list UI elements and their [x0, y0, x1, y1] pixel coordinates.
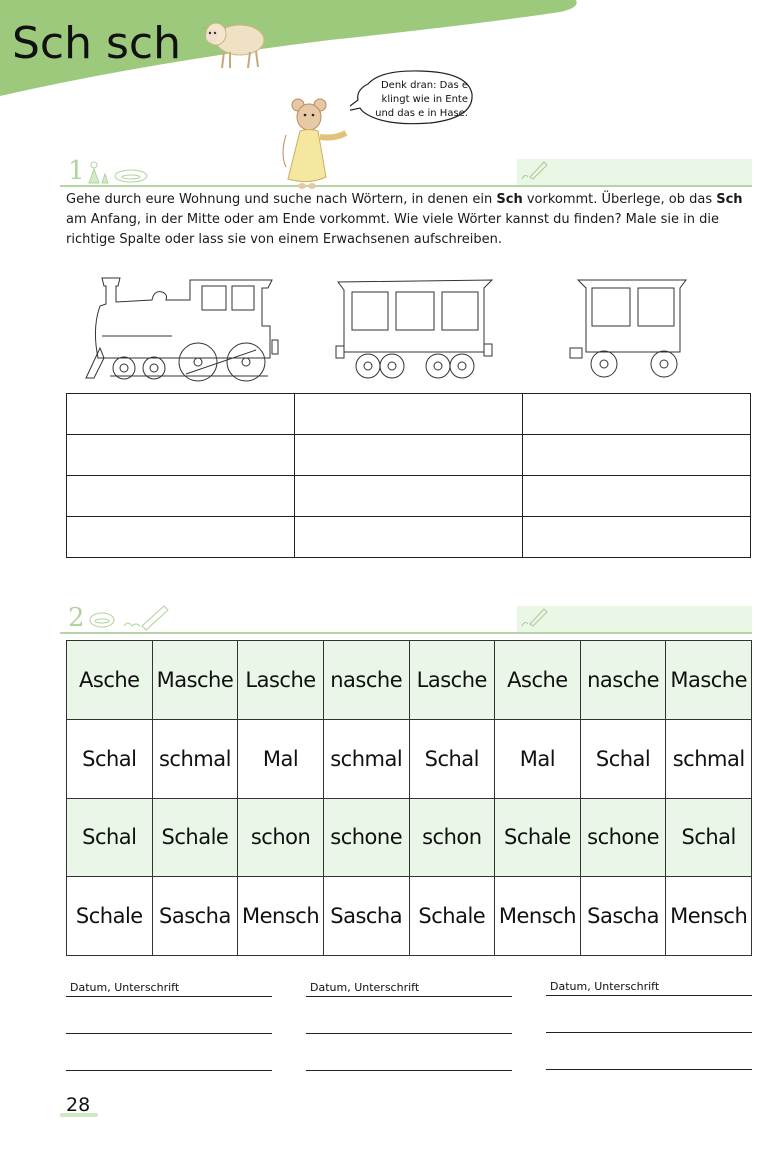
- word-cell: Schale: [67, 877, 153, 956]
- instruction-bold-sch: Sch: [496, 192, 523, 207]
- word-cell: Schal: [67, 719, 153, 798]
- table-row: [67, 517, 751, 558]
- header-tint: [517, 606, 752, 632]
- word-cell: Schal: [666, 798, 752, 877]
- pencil-icon: [520, 159, 550, 181]
- train-illustration: [80, 270, 700, 386]
- word-cell: schmal: [152, 719, 238, 798]
- page-number: 28: [66, 1094, 91, 1116]
- word-cell: Schale: [409, 877, 495, 956]
- signature-label: Datum, Unterschrift: [306, 981, 512, 997]
- answer-cell[interactable]: [295, 394, 523, 435]
- signature-line[interactable]: [306, 997, 512, 1034]
- answer-cell[interactable]: [523, 476, 751, 517]
- word-cell: schone: [580, 798, 666, 877]
- table-row: [67, 394, 751, 435]
- table-row: [67, 719, 752, 798]
- answer-cell[interactable]: [67, 435, 295, 476]
- instruction-text: Gehe durch eure Wohnung und suche nach Wörtern, in denen ein: [66, 192, 497, 207]
- word-cell: schmal: [666, 719, 752, 798]
- answer-cell[interactable]: [67, 476, 295, 517]
- signature-line[interactable]: [546, 996, 752, 1033]
- reading-words-table: [66, 640, 752, 956]
- listen-speak-icon: [86, 161, 166, 185]
- instruction-text: am Anfang, in der Mitte oder am Ende vorkommt. Wie viele Wörter kannst du finden? Male sie in die richtige Spalte oder lass sie von einem Erwachsenen aufschreiben.: [66, 212, 719, 247]
- word-cell: schon: [238, 798, 324, 877]
- table-row: [67, 476, 751, 517]
- speech-line: klingt wie in Ente: [381, 94, 468, 105]
- table-row: [67, 435, 751, 476]
- word-cell: Sascha: [152, 877, 238, 956]
- header-rule: [60, 185, 752, 187]
- pencil-icon: [520, 606, 550, 628]
- header-tint: [517, 159, 752, 185]
- speech-line: und das e in Hase.: [375, 108, 468, 119]
- passenger-car-drawing: [336, 280, 492, 378]
- answer-cell[interactable]: [295, 476, 523, 517]
- signature-line[interactable]: [66, 1034, 272, 1071]
- word-cell: Mal: [238, 719, 324, 798]
- word-cell: schone: [323, 798, 409, 877]
- exercise-1-instructions: [66, 190, 756, 250]
- word-cell: Schale: [495, 798, 581, 877]
- signature-label: Datum, Unterschrift: [66, 981, 272, 997]
- answer-cell[interactable]: [523, 394, 751, 435]
- word-cell: Schal: [409, 719, 495, 798]
- word-cell: Schale: [152, 798, 238, 877]
- exercise-2-header: [60, 602, 752, 634]
- answer-cell[interactable]: [523, 517, 751, 558]
- signature-line[interactable]: [546, 1033, 752, 1070]
- signature-block: [66, 981, 272, 1071]
- signature-block: [546, 980, 752, 1070]
- answer-cell[interactable]: [67, 517, 295, 558]
- table-row: [67, 641, 752, 720]
- table-row: [67, 877, 752, 956]
- word-cell: schmal: [323, 719, 409, 798]
- sheep-illustration: [200, 14, 268, 70]
- exercise-1-header: [60, 155, 752, 187]
- word-cell: Schal: [580, 719, 666, 798]
- exercise-number: 2: [68, 603, 85, 633]
- word-cell: Masche: [666, 641, 752, 720]
- word-cell: Sascha: [323, 877, 409, 956]
- speak-write-icon: [84, 604, 194, 632]
- locomotive-drawing: [86, 278, 278, 381]
- header-rule: [60, 632, 752, 634]
- word-cell: Mensch: [666, 877, 752, 956]
- word-cell: Masche: [152, 641, 238, 720]
- exercise-number: 1: [68, 156, 85, 186]
- word-cell: Mensch: [495, 877, 581, 956]
- signature-label: Datum, Unterschrift: [546, 980, 752, 996]
- mouse-girl-illustration: [280, 95, 352, 191]
- word-cell: Schal: [67, 798, 153, 877]
- signature-line[interactable]: [306, 1034, 512, 1071]
- speech-line: Denk dran: Das e: [380, 80, 468, 91]
- answer-cell[interactable]: [295, 435, 523, 476]
- answer-cell[interactable]: [295, 517, 523, 558]
- word-cell: schon: [409, 798, 495, 877]
- word-cell: Lasche: [238, 641, 324, 720]
- small-car-drawing: [570, 280, 686, 377]
- word-collection-table: [66, 393, 751, 558]
- answer-cell[interactable]: [67, 394, 295, 435]
- word-cell: Mensch: [238, 877, 324, 956]
- word-cell: Asche: [495, 641, 581, 720]
- word-cell: Asche: [67, 641, 153, 720]
- instruction-text: vorkommt. Überlege, ob das: [522, 192, 717, 207]
- word-cell: Lasche: [409, 641, 495, 720]
- answer-cell[interactable]: [523, 435, 751, 476]
- signature-block: [306, 981, 512, 1071]
- word-cell: nasche: [580, 641, 666, 720]
- instruction-bold-sch: Sch: [716, 192, 743, 207]
- word-cell: Sascha: [580, 877, 666, 956]
- signature-line[interactable]: [66, 997, 272, 1034]
- page-title: Sch sch: [12, 18, 181, 69]
- word-cell: nasche: [323, 641, 409, 720]
- speech-bubble: [350, 70, 475, 126]
- word-cell: Mal: [495, 719, 581, 798]
- table-row: [67, 798, 752, 877]
